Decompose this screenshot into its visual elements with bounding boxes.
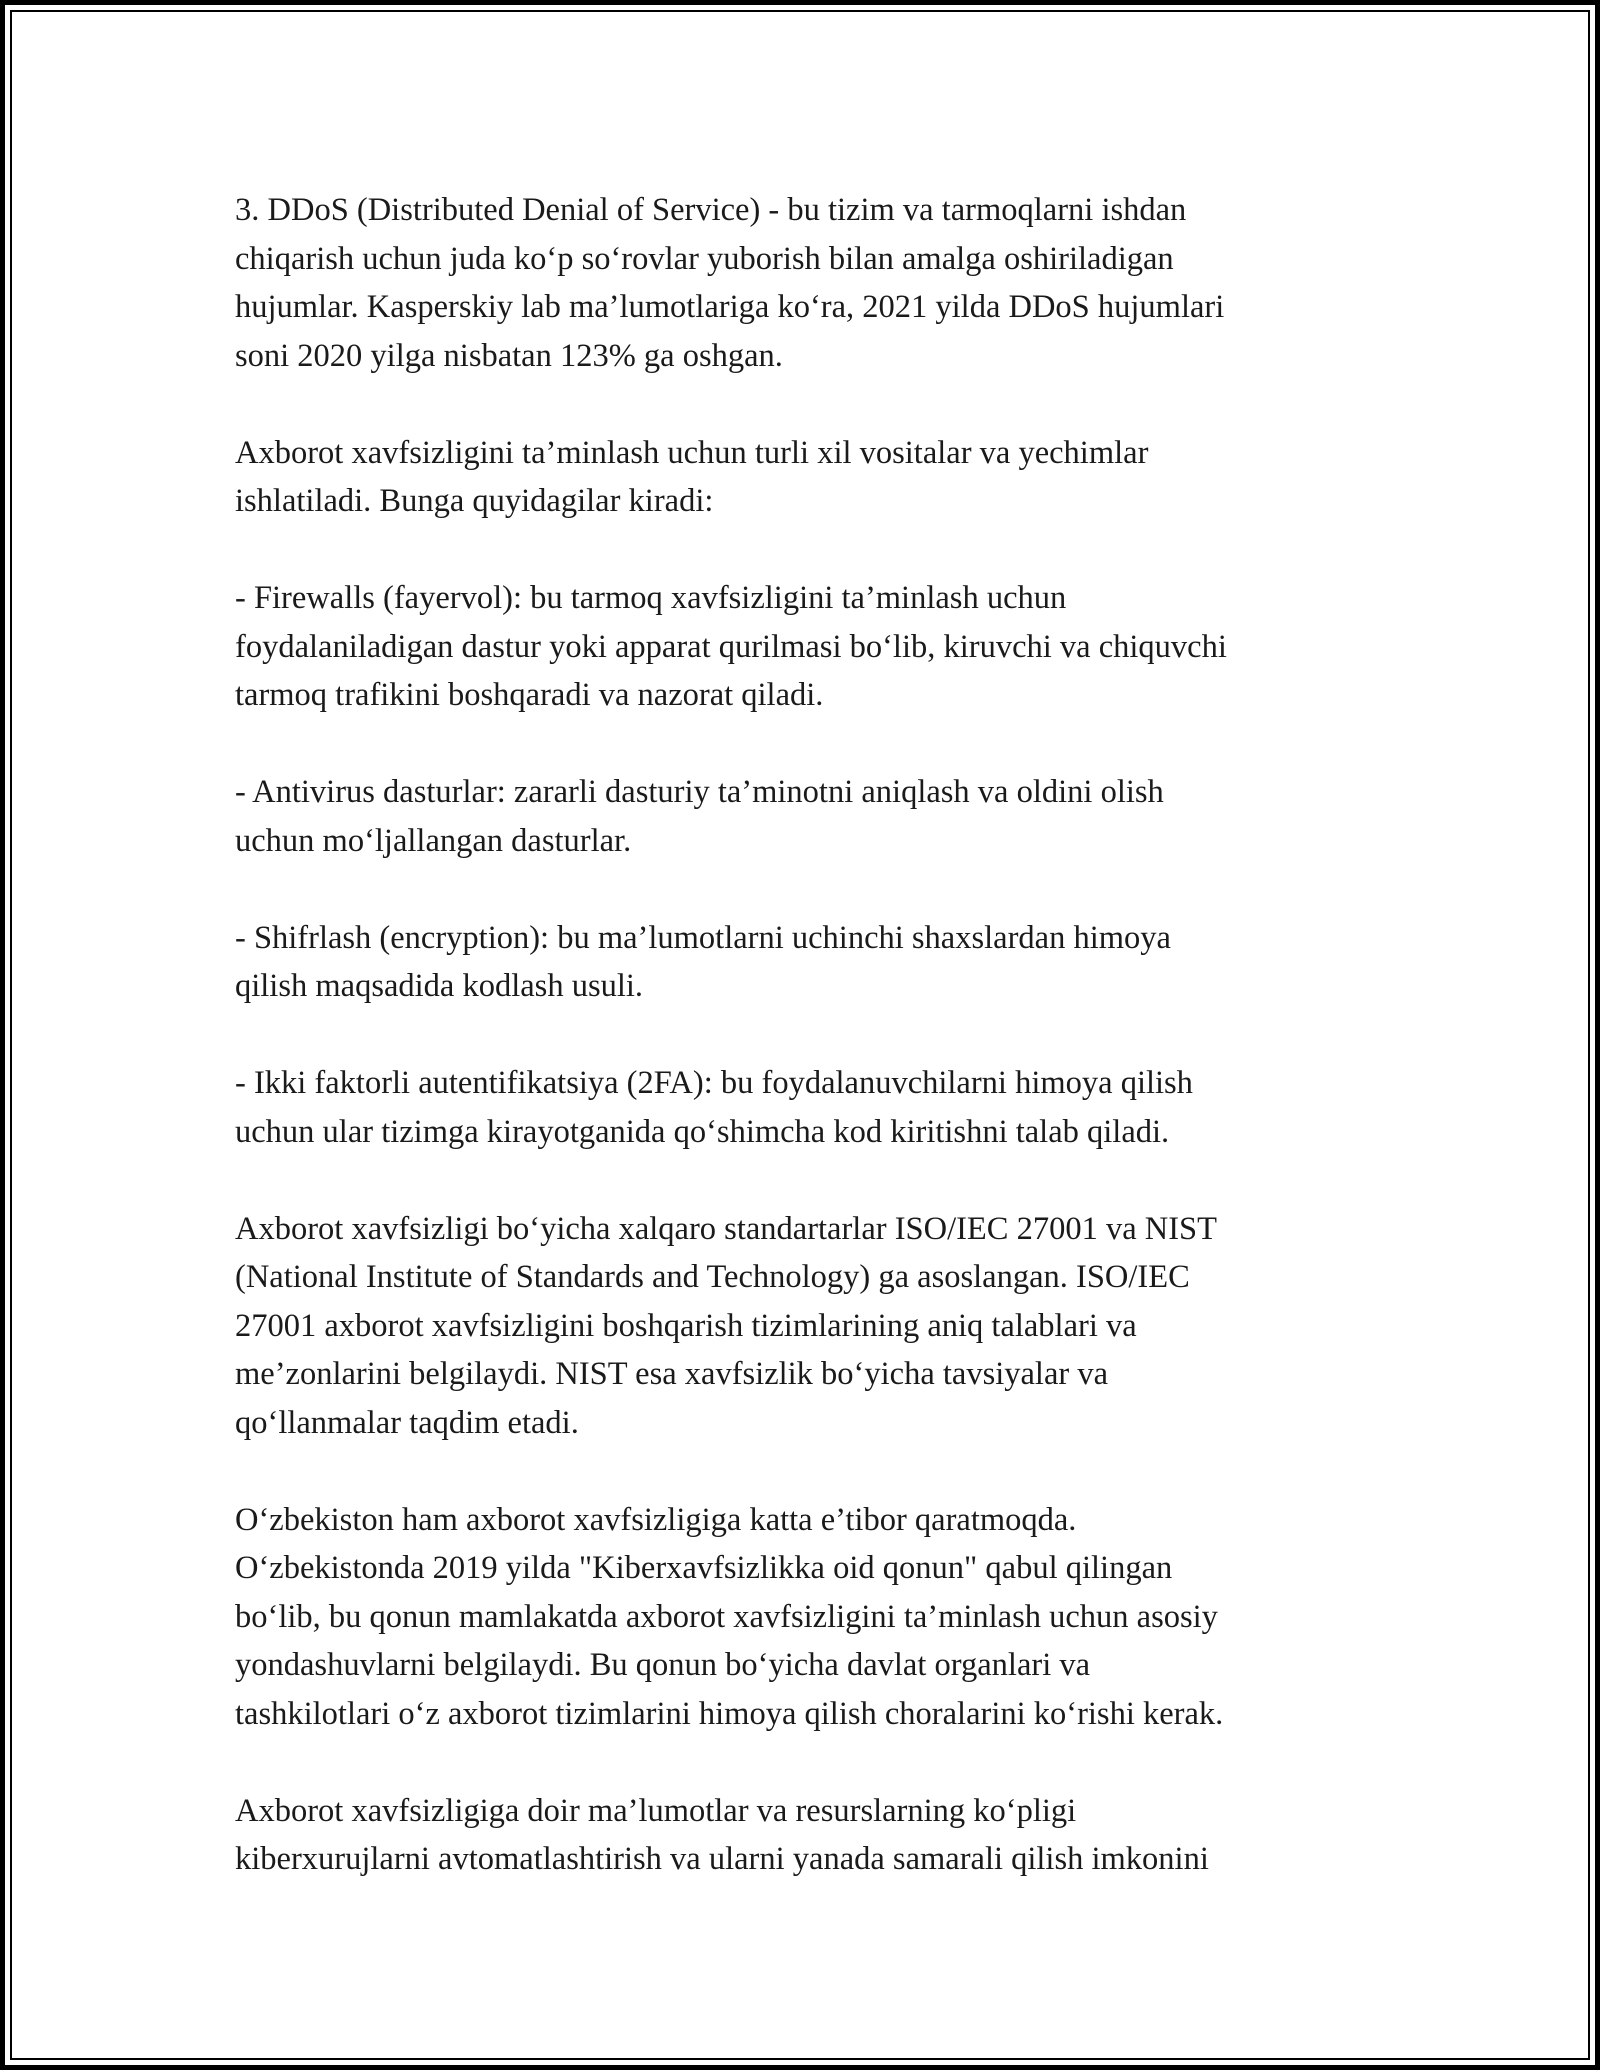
text-line: (National Institute of Standards and Technology) ga asoslangan. ISO/IEC [235, 1259, 1190, 1295]
text-line: soni 2020 yilga nisbatan 123% ga oshgan. [235, 337, 783, 374]
text-line: Axborot xavfsizligi bo‘yicha xalqaro standartarlar ISO/IEC 27001 va NIST [235, 1210, 1217, 1247]
paragraph [235, 186, 1375, 380]
text-line: 27001 axborot xavfsizligini boshqarish tizimlarining aniq talablari va [235, 1307, 1137, 1344]
text-line: foydalaniladigan dastur yoki apparat qurilmasi bo‘lib, kiruvchi va chiquvchi [235, 628, 1227, 665]
text-line: ishlatiladi. Bunga quyidagilar kiradi: [235, 483, 714, 519]
text-line: - Ikki faktorli autentifikatsiya (2FA): bu foydalanuvchilarni himoya qilish [235, 1065, 1193, 1101]
text-line: hujumlar. Kasperskiy lab ma’lumotlariga ko‘ra, 2021 yilda DDoS hujumlari [235, 289, 1225, 325]
text-line: O‘zbekiston ham axborot xavfsizligiga katta e’tibor qaratmoqda. [235, 1501, 1077, 1538]
text-line: yondashuvlarni belgilaydi. Bu qonun bo‘yicha davlat organlari va [235, 1647, 1091, 1683]
text-line: O‘zbekistonda 2019 yilda "Kiberxavfsizlikka oid qonun" qabul qilingan [235, 1550, 1173, 1586]
text-line: me’zonlarini belgilaydi. NIST esa xavfsizlik bo‘yicha tavsiyalar va [235, 1356, 1109, 1392]
paragraph [235, 574, 1375, 720]
text-line: tarmoq trafikini boshqaradi va nazorat qiladi. [235, 677, 824, 713]
text-line: Axborot xavfsizligiga doir ma’lumotlar va resurslarning ko‘pligi [235, 1792, 1077, 1829]
text-line: tashkilotlari o‘z axborot tizimlarini himoya qilish choralarini ko‘rishi kerak. [235, 1695, 1224, 1732]
text-line: qo‘llanmalar taqdim etadi. [235, 1404, 579, 1441]
text-line: bo‘lib, bu qonun mamlakatda axborot xavfsizligini ta’minlash uchun asosiy [235, 1598, 1218, 1635]
text-line: 3. DDoS (Distributed Denial of Service) - bu tizim va tarmoqlarni ishdan [235, 192, 1187, 228]
paragraph [235, 914, 1375, 1011]
text-line: - Antivirus dasturlar: zararli dasturiy ta’minotni aniqlash va oldini olish [235, 774, 1164, 810]
paragraph [235, 1059, 1375, 1156]
paragraph [235, 1496, 1375, 1739]
text-line: - Shifrlash (encryption): bu ma’lumotlarni uchinchi shaxslardan himoya [235, 919, 1171, 956]
text-line: uchun mo‘ljallangan dasturlar. [235, 822, 632, 859]
text-line: qilish maqsadida kodlash usuli. [235, 968, 644, 1004]
paragraph [235, 768, 1375, 865]
document-body [235, 186, 1375, 1884]
text-line: - Firewalls (fayervol): bu tarmoq xavfsizligini ta’minlash uchun [235, 580, 1067, 616]
text-line: uchun ular tizimga kirayotganida qo‘shimcha kod kiritishni talab qiladi. [235, 1113, 1170, 1150]
paragraph [235, 1205, 1375, 1448]
text-line: chiqarish uchun juda ko‘p so‘rovlar yuborish bilan amalga oshiriladigan [235, 240, 1174, 277]
text-line: Axborot xavfsizligini ta’minlash uchun turli xil vositalar va yechimlar [235, 434, 1149, 471]
text-line: kiberxurujlarni avtomatlashtirish va ularni yanada samarali qilish imkonini [235, 1841, 1209, 1877]
paragraph [235, 429, 1375, 526]
paragraph [235, 1787, 1375, 1884]
